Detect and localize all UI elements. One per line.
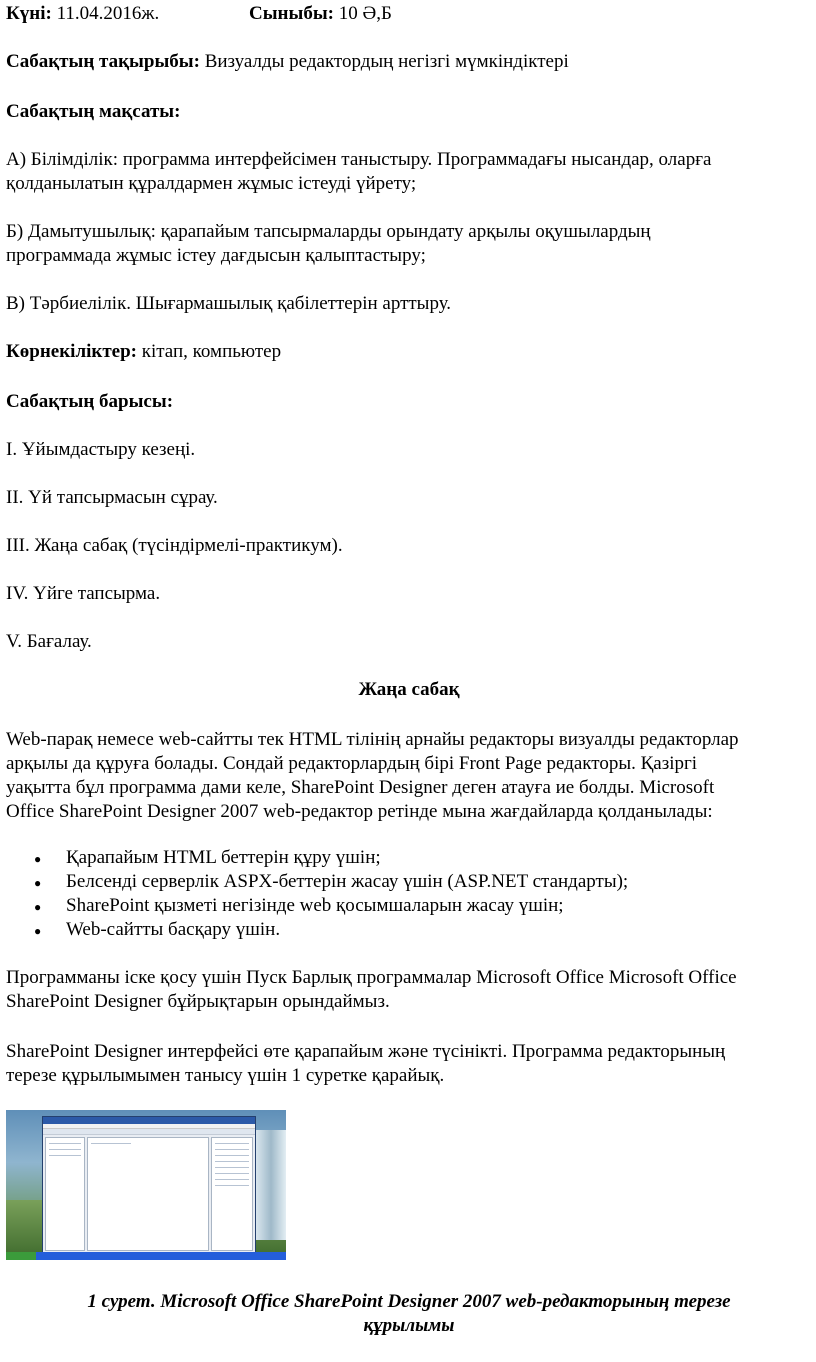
goal-c-line1: В) Тәрбиелілік. Шығармашылық қабілеттерін арттыру.	[6, 293, 452, 314]
progress-heading: Сабақтың барысы:	[6, 391, 174, 412]
progress-step: V. Бағалау.	[6, 631, 92, 652]
topic-value: Визуалды редактордың негізгі мүмкіндіктері	[204, 51, 569, 72]
goals-heading: Сабақтың мақсаты:	[6, 101, 181, 122]
paragraph-line: арқылы да құруға болады. Сондай редакторлардың бірі Front Page редакторы. Қазіргі	[6, 753, 698, 774]
topic-line	[6, 50, 569, 74]
visuals-line	[6, 340, 281, 364]
caption-line: 1 сурет. Microsoft Office SharePoint Designer 2007 web-редакторының терезе	[87, 1291, 731, 1312]
paragraph-line: терезе құрылымымен танысу үшін 1 суретке қарайық.	[6, 1065, 445, 1086]
paragraph-line: уақытта бұл программа дами келе, SharePoint Designer деген атауға ие болды. Microsoft	[6, 777, 715, 798]
class-label: Сыныбы:	[249, 3, 334, 24]
editing-area-panel	[87, 1137, 209, 1251]
progress-step: I. Ұйымдастыру кезеңі.	[6, 439, 196, 460]
goal-b-line2: программада жұмыс істеу дағдысын қалыптастыру;	[6, 245, 426, 266]
start-button-image	[6, 1252, 36, 1260]
date-label: Күні:	[6, 3, 52, 24]
list-item-text: SharePoint қызметі негізінде web қосымшаларын жасау үшін;	[66, 895, 564, 916]
bullet-icon: ●	[34, 924, 42, 938]
figure-caption	[6, 1290, 812, 1338]
window-title-bar	[43, 1117, 255, 1124]
topic-label: Сабақтың тақырыбы:	[6, 51, 200, 72]
wallpaper-waterfall	[256, 1130, 286, 1240]
folder-list-panel	[45, 1137, 85, 1251]
window-toolbar	[43, 1129, 255, 1135]
progress-step: III. Жаңа сабақ (түсіндірмелі-практикум).	[6, 535, 343, 556]
new-lesson-heading: Жаңа сабақ	[358, 679, 460, 700]
date-line	[6, 2, 159, 26]
date-value: 11.04.2016ж.	[56, 3, 160, 24]
bullet-icon: ●	[34, 900, 42, 914]
goal-a-line1: А) Білімділік: программа интерфейсімен таныстыру. Программадағы нысандар, оларға	[6, 149, 712, 170]
visuals-label: Көрнекіліктер:	[6, 341, 137, 362]
toolbox-panel	[211, 1137, 253, 1251]
caption-line: құрылымы	[363, 1315, 455, 1336]
list-item-text: Қарапайым HTML беттерін құру үшін;	[66, 847, 381, 868]
paragraph-line: SharePoint Designer бұйрықтарын орындаймыз.	[6, 991, 390, 1012]
list-item-text: Белсенді серверлік ASPX-беттерін жасау үшін (ASP.NET стандарты);	[66, 871, 629, 892]
paragraph-line: Office SharePoint Designer 2007 web-редактор ретінде мына жағдайларда қолданылады:	[6, 801, 713, 822]
bullet-icon: ●	[34, 876, 42, 890]
paragraph-line: Web-парақ немесе web-сайтты тек HTML тілінің арнайы редакторы визуалды редакторлар	[6, 729, 739, 750]
class-value: 10 Ә,Б	[338, 3, 392, 24]
list-item-text: Web-сайтты басқару үшін.	[66, 919, 281, 940]
goal-a-line2: қолданылатын құралдармен жұмыс істеуді үйрету;	[6, 173, 417, 194]
progress-step: II. Үй тапсырмасын сұрау.	[6, 487, 218, 508]
editor-screenshot-figure	[6, 1110, 286, 1260]
taskbar	[6, 1252, 286, 1260]
bullet-icon: ●	[34, 852, 42, 866]
progress-step: IV. Үйге тапсырма.	[6, 583, 161, 604]
class-line	[249, 2, 392, 26]
editor-window-image	[42, 1116, 256, 1256]
visuals-value: кітап, компьютер	[141, 341, 282, 362]
paragraph-line: Программаны іске қосу үшін Пуск Барлық программалар Microsoft Office Microsoft Office	[6, 967, 737, 988]
goal-b-line1: Б) Дамытушылық: қарапайым тапсырмаларды орындату арқылы оқушылардың	[6, 221, 651, 242]
paragraph-line: SharePoint Designer интерфейсі өте қарапайым және түсінікті. Программа редакторының	[6, 1041, 726, 1062]
